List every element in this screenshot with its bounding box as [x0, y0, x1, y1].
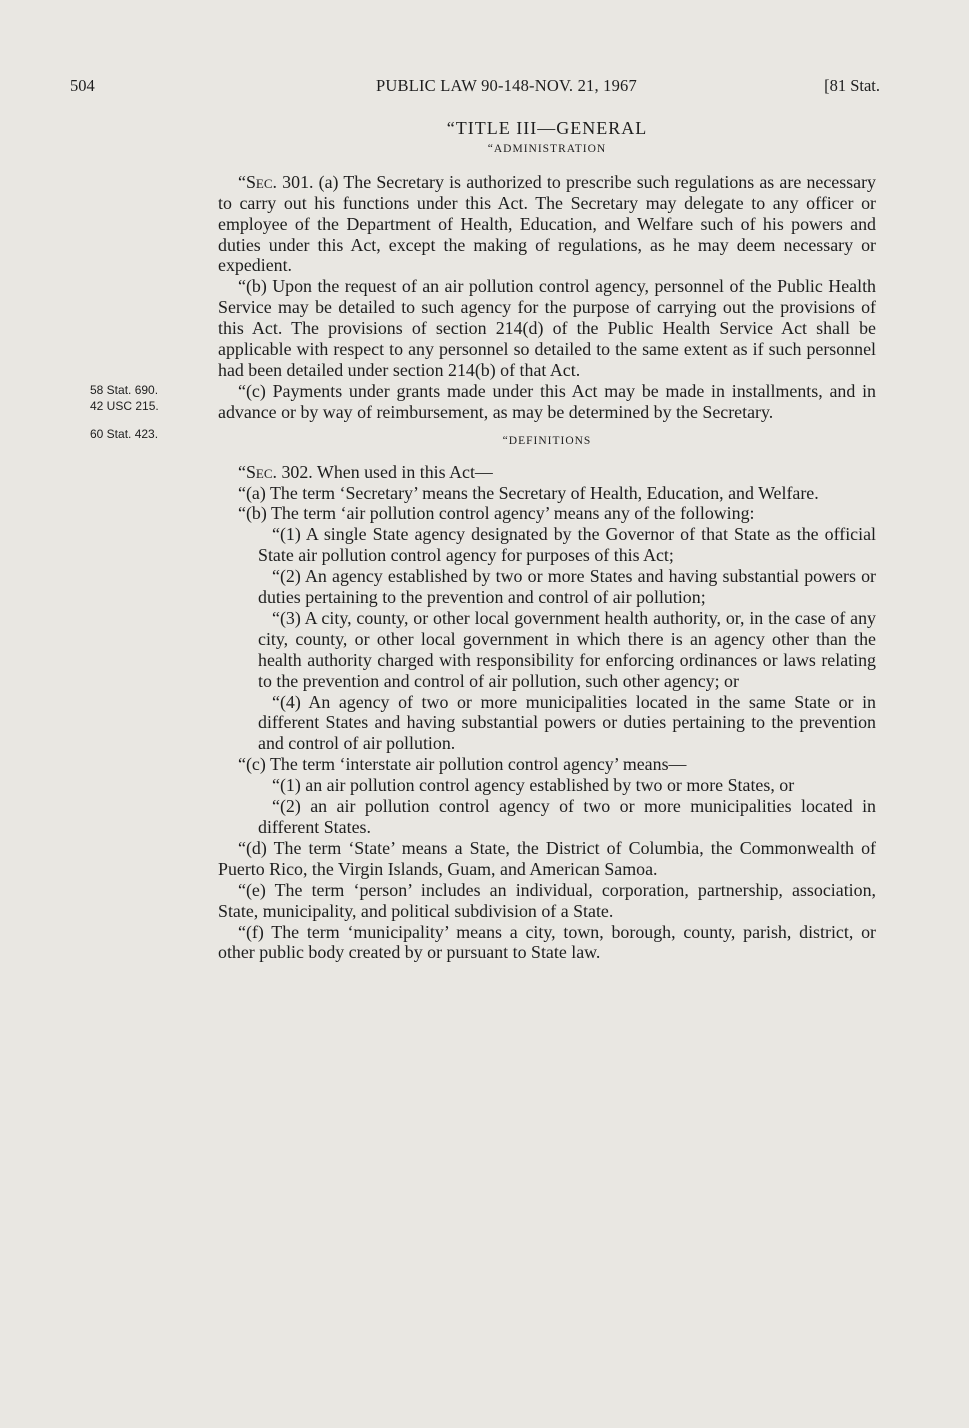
definitions-heading: “DEFINITIONS: [502, 434, 592, 447]
margin-note-stat-2: [90, 426, 158, 442]
sec-302-b-1: “(1) A single State agency designated by the Governor of that State as the official State air pollution control agency for purposes of this Act;: [258, 524, 876, 566]
page-number: 504: [70, 76, 95, 95]
statute-citation: [81 Stat.: [824, 76, 880, 95]
sec-302-b-2: “(2) An agency established by two or more States and having substantial powers or duties pertaining to the prevention and control of air pollution;: [258, 566, 876, 608]
sec-302-b-4: “(4) An agency of two or more municipalities located in the same State or in different States and having substantial powers or duties pertaining to the prevention and control of air pollution.: [258, 691, 876, 754]
sec-302-e: “(e) The term ‘person’ includes an individual, corporation, partnership, association, State, municipality, and political subdivision of a State.: [218, 879, 876, 921]
sec-302-c: “(c) The term ‘interstate air pollution control agency’ means—: [238, 754, 687, 775]
margin-note-line: 58 Stat. 690.: [90, 383, 159, 397]
sec-302-intro-text: 302. When used in this Act—: [281, 461, 493, 482]
sec-301-a-text: 301. (a) The Secretary is authorized to prescribe such regulations as are necessary to carry out his functions under this Act. The Secretary may delegate to any officer or employee of the Department of Health, Education, and Welfare such of his powers and duties under this Act, except the making of regulations, as he may deem necessary or expedient.: [218, 171, 876, 276]
section-label: “Sec.: [238, 171, 277, 192]
sec-302-a: “(a) The term ‘Secretary’ means the Secretary of Health, Education, and Welfare.: [238, 482, 819, 503]
sec-302-c-1: “(1) an air pollution control agency established by two or more States, or: [272, 775, 795, 796]
sec-302-b-3: “(3) A city, county, or other local government health authority, or, in the case of any city, county, or other local government in which there is an agency other than the health authority charged with responsibility for enforcing ordinances or laws relating to the prevention and control of air pollution, such other agency; or: [258, 607, 876, 691]
sec-302-c-2: “(2) an air pollution control agency of two or more municipalities located in different States.: [258, 796, 876, 837]
sec-302-intro: [218, 462, 876, 483]
sec-302-b: “(b) The term ‘air pollution control agency’ means any of the following:: [238, 503, 755, 524]
page-header: [70, 76, 880, 100]
margin-note-line: 60 Stat. 423.: [90, 427, 159, 441]
sec-301-a: [218, 172, 876, 277]
sec-301-b: “(b) Upon the request of an air pollution control agency, personnel of the Public Health Service may be detailed to such agency for the purpose of carrying out the provisions of this Act. The provisions of section 214(d) of the Public Health Service Act shall be applicable with respect to any personnel so detailed to the same extent as if such personnel had been detailed under section 214(b) of that Act.: [218, 276, 876, 380]
administration-heading: “ADMINISTRATION: [487, 142, 607, 155]
title-heading: “TITLE III—GENERAL: [446, 118, 648, 138]
running-title: PUBLIC LAW 90-148-NOV. 21, 1967: [376, 76, 637, 95]
main-text: [218, 118, 876, 963]
section-label: “Sec.: [238, 461, 277, 482]
sec-302-d: “(d) The term ‘State’ means a State, the District of Columbia, the Commonwealth of Puerto Rico, the Virgin Islands, Guam, and American Samoa.: [218, 837, 876, 879]
sec-302-f: “(f) The term ‘municipality’ means a city, town, borough, county, parish, district, or other public body created by or pursuant to State law.: [218, 921, 876, 963]
margin-note-line: 42 USC 215.: [90, 399, 159, 413]
sec-301-c: “(c) Payments under grants made under this Act may be made in installments, and in advance or by way of reimbursement, as may be determined by the Secretary.: [218, 380, 876, 422]
margin-note-stat: [90, 382, 159, 414]
